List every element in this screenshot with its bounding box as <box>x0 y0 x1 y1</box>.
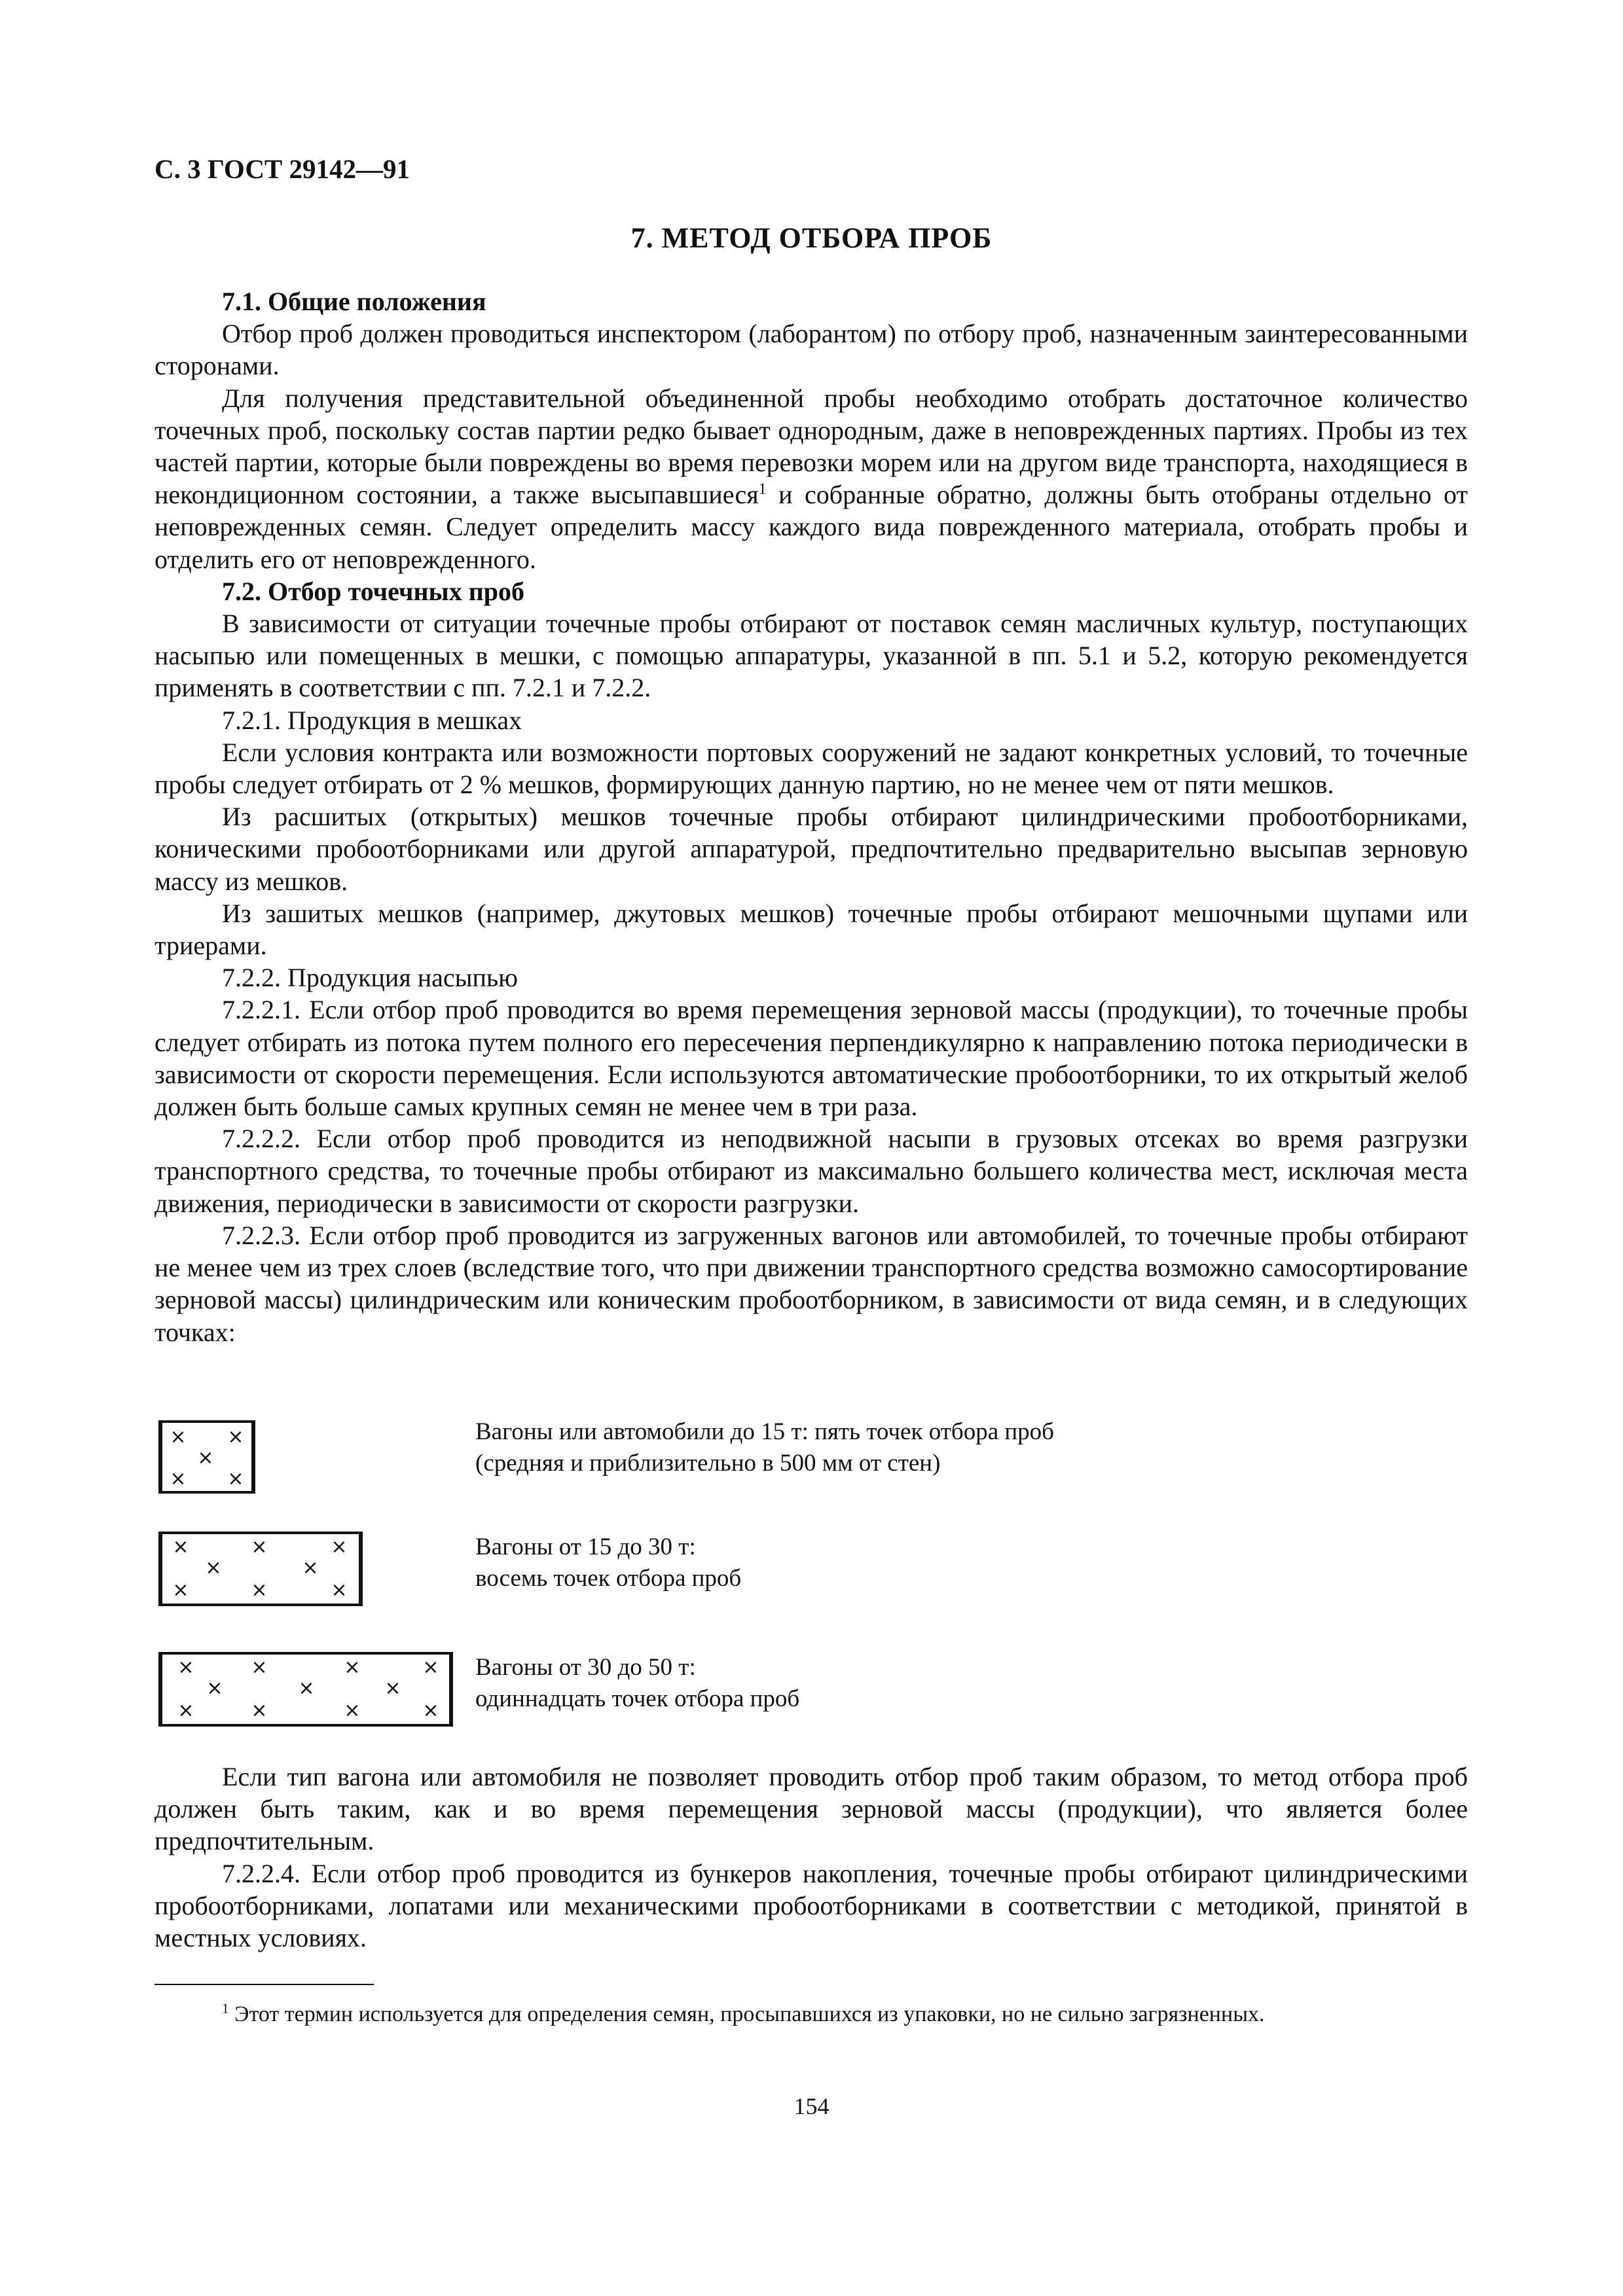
paragraph-text: Если тип вагона или автомобиля не позволяет проводить отбор проб таким образом, то метод отбора проб должен быть таким, как и во время перемещения зерновой массы (продукции), что является более предпочтительным. <box>155 1762 1468 1856</box>
sampling-point-mark: × <box>251 1699 268 1722</box>
diagram-caption-line: (средняя и приблизительно в 500 мм от стен) <box>475 1450 941 1477</box>
sampling-point-mark: × <box>422 1656 439 1679</box>
paragraph-text: 7.2.2. Продукция насыпью <box>222 963 519 993</box>
wagon-sampling-scheme <box>158 1532 363 1606</box>
paragraph <box>155 994 1468 1122</box>
paragraph <box>155 800 1468 897</box>
sampling-point-mark: × <box>298 1677 315 1700</box>
sampling-point-mark: × <box>177 1699 194 1722</box>
paragraph-text: Из зашитых мешков (например, джутовых мешков) точечные пробы отбирают мешочными щупами или триерами. <box>155 898 1468 961</box>
section-title: 7. МЕТОД ОТБОРА ПРОБ <box>630 222 993 254</box>
paragraph <box>155 1219 1468 1348</box>
diagram-caption-line: Вагоны от 15 до 30 т: <box>475 1534 696 1560</box>
paragraph <box>155 317 1468 382</box>
diagram-caption <box>475 1416 1054 1479</box>
diagram-caption-line: восемь точек отбора проб <box>475 1565 742 1592</box>
paragraph-text: В зависимости от ситуации точечные пробы отбирают от поставок семян масличных культур, поступающих насыпью или помещенных в мешки, с помощью аппаратуры, указанной в пп. 5.1 и 5.2, которую рекомендуется применять в соответствии с пп. 7.2.1 и 7.2.2. <box>155 609 1468 703</box>
paragraph-text: Отбор проб должен проводиться инспектором (лаборантом) по отбору проб, назначенным заинтересованными сторонами. <box>155 319 1468 381</box>
sampling-point-mark: × <box>251 1535 268 1558</box>
sampling-point-mark: × <box>302 1556 319 1579</box>
page-header: С. 3 ГОСТ 29142—91 <box>155 154 410 184</box>
sampling-point-mark: × <box>170 1467 187 1490</box>
paragraph-text: и собранные обратно, должны быть отобраны отдельно от неповрежденных семян. Следует определить массу каждого вида поврежденного материала, отобрать пробы и отделить его от неповрежденного. <box>155 480 1468 574</box>
paragraph <box>155 1122 1468 1219</box>
sampling-point-mark: × <box>206 1677 223 1700</box>
sampling-point-mark: × <box>172 1579 189 1602</box>
sampling-point-mark: × <box>422 1699 439 1722</box>
paragraph-text: 7.2.2.1. Если отбор проб проводится во время перемещения зерновой массы (продукции), то точечные пробы следует отбирать из потока путем полного его пересечения перпендикулярно к направлению потока периодически в зависимости от скорости перемещения. Если используются автоматические пробоотборники, то их открытый желоб должен быть больше самых крупных семян не менее чем в три раза. <box>155 995 1468 1122</box>
paragraph <box>155 382 1468 575</box>
body-text-top <box>155 285 1468 1348</box>
sampling-point-mark: × <box>251 1579 268 1602</box>
section-heading <box>155 575 1468 607</box>
section-heading <box>155 285 1468 317</box>
diagram-caption <box>475 1652 799 1715</box>
paragraph-text: 7.2.1. Продукция в мешках <box>222 705 522 735</box>
paragraph-text: Из расшитых (открытых) мешков точечные пробы отбирают цилиндрическими пробоотборниками, коническими пробоотборниками или другой аппаратурой, предпочтительно предварительно высыпав зерновую массу из мешков. <box>155 802 1468 896</box>
diagram-caption-line: Вагоны или автомобили до 15 т: пять точек отбора проб <box>475 1418 1055 1445</box>
sampling-point-mark: × <box>344 1656 361 1679</box>
paragraph <box>155 961 1468 994</box>
sampling-point-mark: × <box>170 1426 187 1448</box>
footnote-text: Этот термин используется для определения семян, просыпавшихся из упаковки, но не сильно загрязненных. <box>228 2002 1265 2026</box>
page-number: 154 <box>793 2093 830 2119</box>
sampling-point-mark: × <box>172 1535 189 1558</box>
sampling-point-mark: × <box>344 1699 361 1722</box>
sampling-point-mark: × <box>205 1556 222 1579</box>
diagram-caption <box>475 1532 741 1594</box>
footnote-marker: 1 <box>222 2000 229 2017</box>
body-text-bottom <box>155 1761 1468 1954</box>
paragraph-text: 7.2.2.4. Если отбор проб проводится из бункеров накопления, точечные пробы отбирают цилиндрическими пробоотборниками, лопатами или механическими пробоотборниками в соответствии с методикой, принятой в местных условиях. <box>155 1858 1468 1953</box>
sampling-point-mark: × <box>227 1426 244 1448</box>
wagon-sampling-scheme <box>158 1420 255 1494</box>
sampling-point-mark: × <box>227 1467 244 1490</box>
paragraph-text: 7.2. Отбор точечных проб <box>222 576 525 606</box>
sampling-point-mark: × <box>331 1579 348 1602</box>
paragraph <box>155 704 1468 736</box>
sampling-point-mark: × <box>384 1677 401 1700</box>
paragraph-text: 7.2.2.2. Если отбор проб проводится из неподвижной насыпи в грузовых отсеках во время разгрузки транспортного средства, то точечные пробы отбирают из максимально большего количества мест, исключая места движения, периодически в зависимости от скорости разгрузки. <box>155 1124 1468 1218</box>
paragraph <box>155 1857 1468 1954</box>
wagon-sampling-scheme <box>158 1652 453 1727</box>
paragraph-text: Для получения представительной объединенной пробы необходимо отобрать достаточное количество точечных проб, поскольку состав партии редко бывает однородным, даже в неповрежденных партиях. Пробы из тех частей партии, которые были повреждены во время перевозки морем или на другом виде транспорта, находящиеся в некондиционном состоянии, а также высыпавшиеся <box>155 383 1468 510</box>
paragraph <box>155 736 1468 800</box>
paragraph <box>155 897 1468 961</box>
paragraph-text: Если условия контракта или возможности портовых сооружений не задают конкретных условий, то точечные пробы следует отбирать от 2 % мешков, формирующих данную партию, но не менее чем от пяти мешков. <box>155 737 1468 800</box>
paragraph-text: 7.2.2.3. Если отбор проб проводится из загруженных вагонов или автомобилей, то точечные пробы отбирают не менее чем из трех слоев (вследствие того, что при движении транспортного средства возможно самосортирование зерновой массы) цилиндрическим или коническим пробоотборником, в зависимости от вида семян, и в следующих точках: <box>155 1220 1468 1347</box>
footnote <box>155 2000 1468 2029</box>
paragraph <box>155 1761 1468 1857</box>
sampling-point-mark: × <box>177 1656 194 1679</box>
sampling-point-mark: × <box>197 1446 214 1469</box>
sampling-point-mark: × <box>331 1535 348 1558</box>
sampling-point-mark: × <box>251 1656 268 1679</box>
diagram-caption-line: Вагоны от 30 до 50 т: <box>475 1654 696 1681</box>
footnote-rule <box>155 1984 374 1985</box>
diagram-caption-line: одиннадцать точек отбора проб <box>475 1685 800 1712</box>
paragraph-text: 7.1. Общие положения <box>222 287 486 316</box>
paragraph <box>155 607 1468 704</box>
footnote-reference: 1 <box>758 480 767 498</box>
